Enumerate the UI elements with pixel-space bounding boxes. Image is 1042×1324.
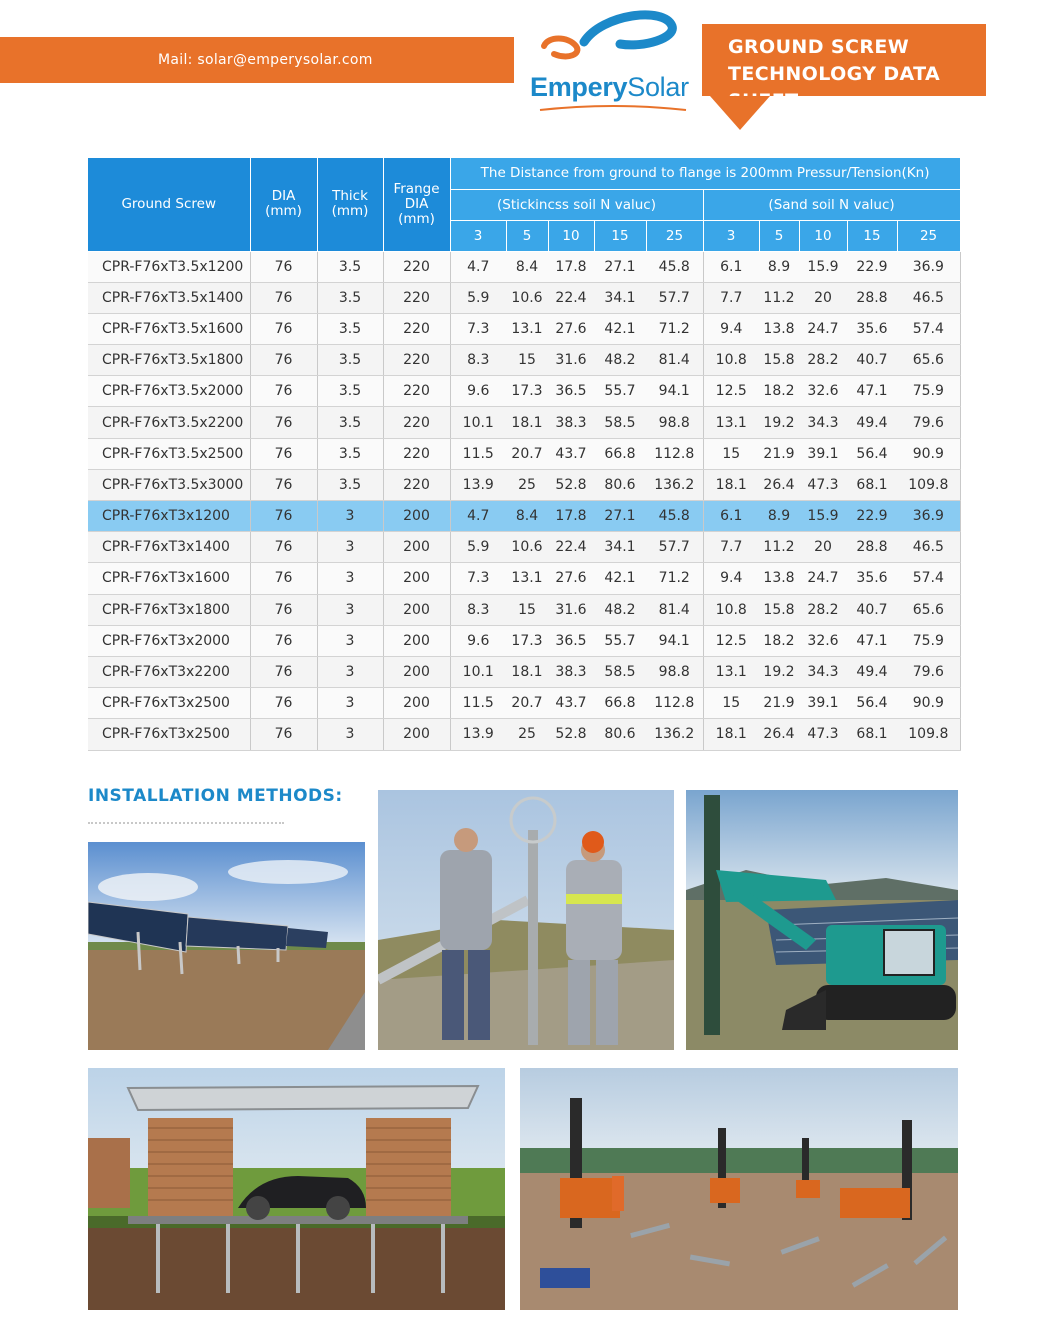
table-cell: 7.3	[450, 313, 506, 344]
table-cell: 220	[383, 282, 450, 313]
logo-text-empery: Empery	[530, 72, 628, 102]
table-cell: 20.7	[506, 438, 548, 469]
table-cell: 13.8	[759, 563, 799, 594]
table-cell: 8.3	[450, 345, 506, 376]
table-cell: 28.8	[847, 282, 897, 313]
header-n-value: 15	[594, 220, 646, 251]
table-cell: 31.6	[548, 594, 594, 625]
table-row	[88, 251, 960, 282]
model-name-cell: CPR-F76xT3.5x1200	[88, 251, 250, 282]
table-cell: 66.8	[594, 688, 646, 719]
table-cell: 4.7	[450, 251, 506, 282]
table-row	[88, 563, 960, 594]
model-name-cell: CPR-F76xT3x2500	[88, 688, 250, 719]
table-cell: 27.1	[594, 251, 646, 282]
table-cell: 220	[383, 345, 450, 376]
table-cell: 18.2	[759, 376, 799, 407]
table-row	[88, 594, 960, 625]
table-cell: 3.5	[317, 407, 383, 438]
table-cell: 79.6	[897, 407, 960, 438]
table-cell: 11.5	[450, 438, 506, 469]
table-cell: 76	[250, 501, 317, 532]
table-cell: 18.1	[506, 407, 548, 438]
table-cell: 7.7	[703, 532, 759, 563]
table-cell: 39.1	[799, 438, 847, 469]
table-cell: 27.1	[594, 501, 646, 532]
table-cell: 19.2	[759, 407, 799, 438]
table-cell: 46.5	[897, 282, 960, 313]
header-thick: Thick (mm)	[317, 158, 383, 251]
table-cell: 47.3	[799, 719, 847, 750]
table-cell: 15.8	[759, 345, 799, 376]
table-cell: 200	[383, 563, 450, 594]
table-cell: 31.6	[548, 345, 594, 376]
table-cell: 38.3	[548, 656, 594, 687]
table-cell: 3	[317, 501, 383, 532]
table-cell: 76	[250, 625, 317, 656]
table-cell: 22.9	[847, 251, 897, 282]
model-name-cell: CPR-F76xT3.5x2200	[88, 407, 250, 438]
table-cell: 12.5	[703, 376, 759, 407]
table-cell: 15.9	[799, 501, 847, 532]
header-n-value: 25	[646, 220, 703, 251]
table-cell: 76	[250, 688, 317, 719]
table-cell: 47.3	[799, 469, 847, 500]
table-cell: 76	[250, 563, 317, 594]
table-cell: 26.4	[759, 719, 799, 750]
table-cell: 11.5	[450, 688, 506, 719]
table-cell: 109.8	[897, 469, 960, 500]
table-cell: 3	[317, 688, 383, 719]
header-sand-soil: (Sand soil N valuc)	[703, 189, 960, 220]
table-cell: 38.3	[548, 407, 594, 438]
header-n-value: 10	[548, 220, 594, 251]
table-cell: 57.7	[646, 282, 703, 313]
table-cell: 3	[317, 532, 383, 563]
table-cell: 3.5	[317, 251, 383, 282]
table-cell: 56.4	[847, 438, 897, 469]
table-cell: 112.8	[646, 688, 703, 719]
header-n-value: 15	[847, 220, 897, 251]
table-cell: 8.9	[759, 251, 799, 282]
table-row	[88, 438, 960, 469]
table-cell: 13.1	[703, 407, 759, 438]
table-cell: 45.8	[646, 501, 703, 532]
table-cell: 8.3	[450, 594, 506, 625]
table-cell: 9.6	[450, 625, 506, 656]
table-cell: 32.6	[799, 625, 847, 656]
table-cell: 200	[383, 625, 450, 656]
table-cell: 76	[250, 376, 317, 407]
model-name-cell: CPR-F76xT3x2200	[88, 656, 250, 687]
table-cell: 22.4	[548, 532, 594, 563]
table-cell: 10.6	[506, 282, 548, 313]
table-cell: 220	[383, 313, 450, 344]
table-cell: 94.1	[646, 625, 703, 656]
table-cell: 220	[383, 438, 450, 469]
table-cell: 15	[506, 594, 548, 625]
table-row	[88, 345, 960, 376]
table-row	[88, 501, 960, 532]
table-cell: 28.8	[847, 532, 897, 563]
table-cell: 13.9	[450, 469, 506, 500]
table-cell: 200	[383, 594, 450, 625]
header-ground-screw: Ground Screw	[88, 158, 250, 251]
table-cell: 36.5	[548, 376, 594, 407]
model-name-cell: CPR-F76xT3.5x1800	[88, 345, 250, 376]
table-cell: 24.7	[799, 563, 847, 594]
table-cell: 220	[383, 407, 450, 438]
table-cell: 71.2	[646, 313, 703, 344]
model-name-cell: CPR-F76xT3x1400	[88, 532, 250, 563]
table-cell: 7.7	[703, 282, 759, 313]
table-cell: 75.9	[897, 625, 960, 656]
table-cell: 109.8	[897, 719, 960, 750]
installation-divider	[88, 822, 284, 824]
table-cell: 3	[317, 719, 383, 750]
table-cell: 24.7	[799, 313, 847, 344]
table-cell: 80.6	[594, 469, 646, 500]
table-cell: 26.4	[759, 469, 799, 500]
table-cell: 13.1	[703, 656, 759, 687]
table-cell: 25	[506, 469, 548, 500]
header-n-value: 5	[506, 220, 548, 251]
table-cell: 3.5	[317, 438, 383, 469]
table-cell: 58.5	[594, 407, 646, 438]
table-cell: 49.4	[847, 656, 897, 687]
table-cell: 52.8	[548, 719, 594, 750]
empery-solar-logo	[524, 8, 696, 118]
table-row	[88, 313, 960, 344]
header-frange-dia: Frange DIA (mm)	[383, 158, 450, 251]
table-cell: 28.2	[799, 594, 847, 625]
table-cell: 47.1	[847, 376, 897, 407]
table-cell: 10.8	[703, 594, 759, 625]
table-cell: 76	[250, 656, 317, 687]
model-name-cell: CPR-F76xT3.5x2500	[88, 438, 250, 469]
table-cell: 3.5	[317, 282, 383, 313]
photo-solar-array	[88, 842, 365, 1050]
table-cell: 17.3	[506, 625, 548, 656]
model-name-cell: CPR-F76xT3.5x3000	[88, 469, 250, 500]
table-cell: 76	[250, 313, 317, 344]
table-row	[88, 376, 960, 407]
table-cell: 90.9	[897, 438, 960, 469]
table-cell: 3.5	[317, 376, 383, 407]
model-name-cell: CPR-F76xT3.5x1400	[88, 282, 250, 313]
title-arrow	[710, 96, 770, 130]
header-n-value: 5	[759, 220, 799, 251]
table-cell: 10.6	[506, 532, 548, 563]
table-cell: 46.5	[897, 532, 960, 563]
table-cell: 34.3	[799, 656, 847, 687]
model-name-cell: CPR-F76xT3.5x2000	[88, 376, 250, 407]
table-cell: 3.5	[317, 313, 383, 344]
table-cell: 56.4	[847, 688, 897, 719]
table-cell: 3	[317, 594, 383, 625]
table-cell: 15.9	[799, 251, 847, 282]
table-cell: 40.7	[847, 345, 897, 376]
table-cell: 90.9	[897, 688, 960, 719]
table-cell: 66.8	[594, 438, 646, 469]
table-cell: 76	[250, 407, 317, 438]
table-cell: 52.8	[548, 469, 594, 500]
table-cell: 49.4	[847, 407, 897, 438]
table-row	[88, 625, 960, 656]
model-name-cell: CPR-F76xT3x1200	[88, 501, 250, 532]
table-cell: 68.1	[847, 469, 897, 500]
logo-text	[530, 72, 689, 103]
table-cell: 18.1	[703, 719, 759, 750]
header-n-value: 3	[703, 220, 759, 251]
table-cell: 13.8	[759, 313, 799, 344]
table-cell: 98.8	[646, 407, 703, 438]
table-cell: 220	[383, 251, 450, 282]
table-cell: 3.5	[317, 345, 383, 376]
table-cell: 81.4	[646, 345, 703, 376]
table-cell: 6.1	[703, 251, 759, 282]
table-cell: 17.3	[506, 376, 548, 407]
table-cell: 8.4	[506, 501, 548, 532]
table-row	[88, 532, 960, 563]
table-cell: 27.6	[548, 313, 594, 344]
header-stickiness-soil: (Stickincss soil N valuc)	[450, 189, 703, 220]
document-title	[702, 24, 986, 112]
table-cell: 220	[383, 376, 450, 407]
table-cell: 79.6	[897, 656, 960, 687]
table-cell: 19.2	[759, 656, 799, 687]
table-cell: 80.6	[594, 719, 646, 750]
photo-carport-structure	[88, 1068, 505, 1310]
ground-screw-data-table	[88, 158, 961, 751]
header-dia: DIA (mm)	[250, 158, 317, 251]
header-n-value: 10	[799, 220, 847, 251]
table-cell: 5.9	[450, 282, 506, 313]
table-cell: 200	[383, 501, 450, 532]
table-cell: 21.9	[759, 438, 799, 469]
table-cell: 48.2	[594, 594, 646, 625]
table-cell: 10.8	[703, 345, 759, 376]
table-cell: 7.3	[450, 563, 506, 594]
table-cell: 57.4	[897, 313, 960, 344]
photo-pile-driver-field	[520, 1068, 958, 1310]
table-cell: 200	[383, 532, 450, 563]
model-name-cell: CPR-F76xT3x1800	[88, 594, 250, 625]
table-cell: 39.1	[799, 688, 847, 719]
table-cell: 15	[703, 688, 759, 719]
table-row	[88, 282, 960, 313]
table-row	[88, 719, 960, 750]
header-n-value: 3	[450, 220, 506, 251]
table-cell: 6.1	[703, 501, 759, 532]
table-row	[88, 407, 960, 438]
photo-excavator-installation	[686, 790, 958, 1050]
table-cell: 18.1	[506, 656, 548, 687]
table-cell: 3	[317, 656, 383, 687]
table-cell: 13.1	[506, 563, 548, 594]
table-cell: 34.3	[799, 407, 847, 438]
table-cell: 18.1	[703, 469, 759, 500]
table-cell: 8.4	[506, 251, 548, 282]
table-cell: 15.8	[759, 594, 799, 625]
photo-manual-installation	[378, 790, 674, 1050]
table-cell: 27.6	[548, 563, 594, 594]
table-cell: 57.4	[897, 563, 960, 594]
table-cell: 35.6	[847, 563, 897, 594]
table-cell: 34.1	[594, 532, 646, 563]
table-cell: 55.7	[594, 376, 646, 407]
table-cell: 200	[383, 719, 450, 750]
title-line-2: TECHNOLOGY DATA SHEET	[728, 63, 941, 112]
table-cell: 3	[317, 625, 383, 656]
table-cell: 5.9	[450, 532, 506, 563]
table-cell: 42.1	[594, 313, 646, 344]
table-cell: 28.2	[799, 345, 847, 376]
table-cell: 22.9	[847, 501, 897, 532]
table-cell: 98.8	[646, 656, 703, 687]
header-distance: The Distance from ground to flange is 200mm Pressur/Tension(Kn)	[450, 158, 960, 189]
table-cell: 43.7	[548, 688, 594, 719]
table-cell: 76	[250, 282, 317, 313]
table-cell: 35.6	[847, 313, 897, 344]
mail-text[interactable]: Mail: solar@emperysolar.com	[158, 52, 373, 68]
table-cell: 76	[250, 594, 317, 625]
table-cell: 9.4	[703, 313, 759, 344]
table-cell: 20	[799, 532, 847, 563]
table-cell: 3	[317, 563, 383, 594]
table-cell: 18.2	[759, 625, 799, 656]
table-cell: 42.1	[594, 563, 646, 594]
table-cell: 75.9	[897, 376, 960, 407]
header-n-value: 25	[897, 220, 960, 251]
model-name-cell: CPR-F76xT3x2500	[88, 719, 250, 750]
table-cell: 76	[250, 438, 317, 469]
table-cell: 10.1	[450, 656, 506, 687]
table-cell: 13.9	[450, 719, 506, 750]
title-line-1: GROUND SCREW	[728, 36, 910, 58]
table-cell: 40.7	[847, 594, 897, 625]
table-cell: 13.1	[506, 313, 548, 344]
table-cell: 8.9	[759, 501, 799, 532]
model-name-cell: CPR-F76xT3x1600	[88, 563, 250, 594]
table-cell: 11.2	[759, 532, 799, 563]
table-cell: 55.7	[594, 625, 646, 656]
table-cell: 9.4	[703, 563, 759, 594]
table-cell: 45.8	[646, 251, 703, 282]
table-cell: 76	[250, 251, 317, 282]
table-cell: 76	[250, 719, 317, 750]
table-cell: 71.2	[646, 563, 703, 594]
table-row	[88, 469, 960, 500]
table-cell: 76	[250, 345, 317, 376]
table-cell: 25	[506, 719, 548, 750]
table-cell: 200	[383, 688, 450, 719]
table-cell: 43.7	[548, 438, 594, 469]
logo-text-solar: Solar	[627, 72, 689, 102]
table-cell: 81.4	[646, 594, 703, 625]
logo-underline-icon	[538, 104, 688, 114]
table-cell: 65.6	[897, 345, 960, 376]
table-cell: 20	[799, 282, 847, 313]
table-cell: 220	[383, 469, 450, 500]
table-cell: 36.9	[897, 251, 960, 282]
table-cell: 20.7	[506, 688, 548, 719]
table-cell: 9.6	[450, 376, 506, 407]
table-cell: 3.5	[317, 469, 383, 500]
table-cell: 48.2	[594, 345, 646, 376]
table-cell: 76	[250, 469, 317, 500]
table-cell: 94.1	[646, 376, 703, 407]
model-name-cell: CPR-F76xT3x2000	[88, 625, 250, 656]
table-cell: 47.1	[847, 625, 897, 656]
logo-swirl-icon	[524, 8, 696, 78]
table-cell: 17.8	[548, 501, 594, 532]
mail-bar	[0, 37, 514, 83]
table-cell: 22.4	[548, 282, 594, 313]
table-cell: 15	[506, 345, 548, 376]
installation-title: INSTALLATION METHODS:	[88, 786, 343, 806]
table-cell: 12.5	[703, 625, 759, 656]
table-cell: 58.5	[594, 656, 646, 687]
table-cell: 200	[383, 656, 450, 687]
table-cell: 68.1	[847, 719, 897, 750]
table-cell: 10.1	[450, 407, 506, 438]
table-cell: 11.2	[759, 282, 799, 313]
table-cell: 112.8	[646, 438, 703, 469]
table-cell: 136.2	[646, 719, 703, 750]
model-name-cell: CPR-F76xT3.5x1600	[88, 313, 250, 344]
table-row	[88, 688, 960, 719]
table-cell: 21.9	[759, 688, 799, 719]
table-cell: 32.6	[799, 376, 847, 407]
table-cell: 36.5	[548, 625, 594, 656]
table-row	[88, 656, 960, 687]
table-cell: 65.6	[897, 594, 960, 625]
table-cell: 36.9	[897, 501, 960, 532]
table-cell: 15	[703, 438, 759, 469]
table-cell: 76	[250, 532, 317, 563]
table-cell: 57.7	[646, 532, 703, 563]
table-cell: 34.1	[594, 282, 646, 313]
table-cell: 17.8	[548, 251, 594, 282]
table-cell: 136.2	[646, 469, 703, 500]
table-cell: 4.7	[450, 501, 506, 532]
